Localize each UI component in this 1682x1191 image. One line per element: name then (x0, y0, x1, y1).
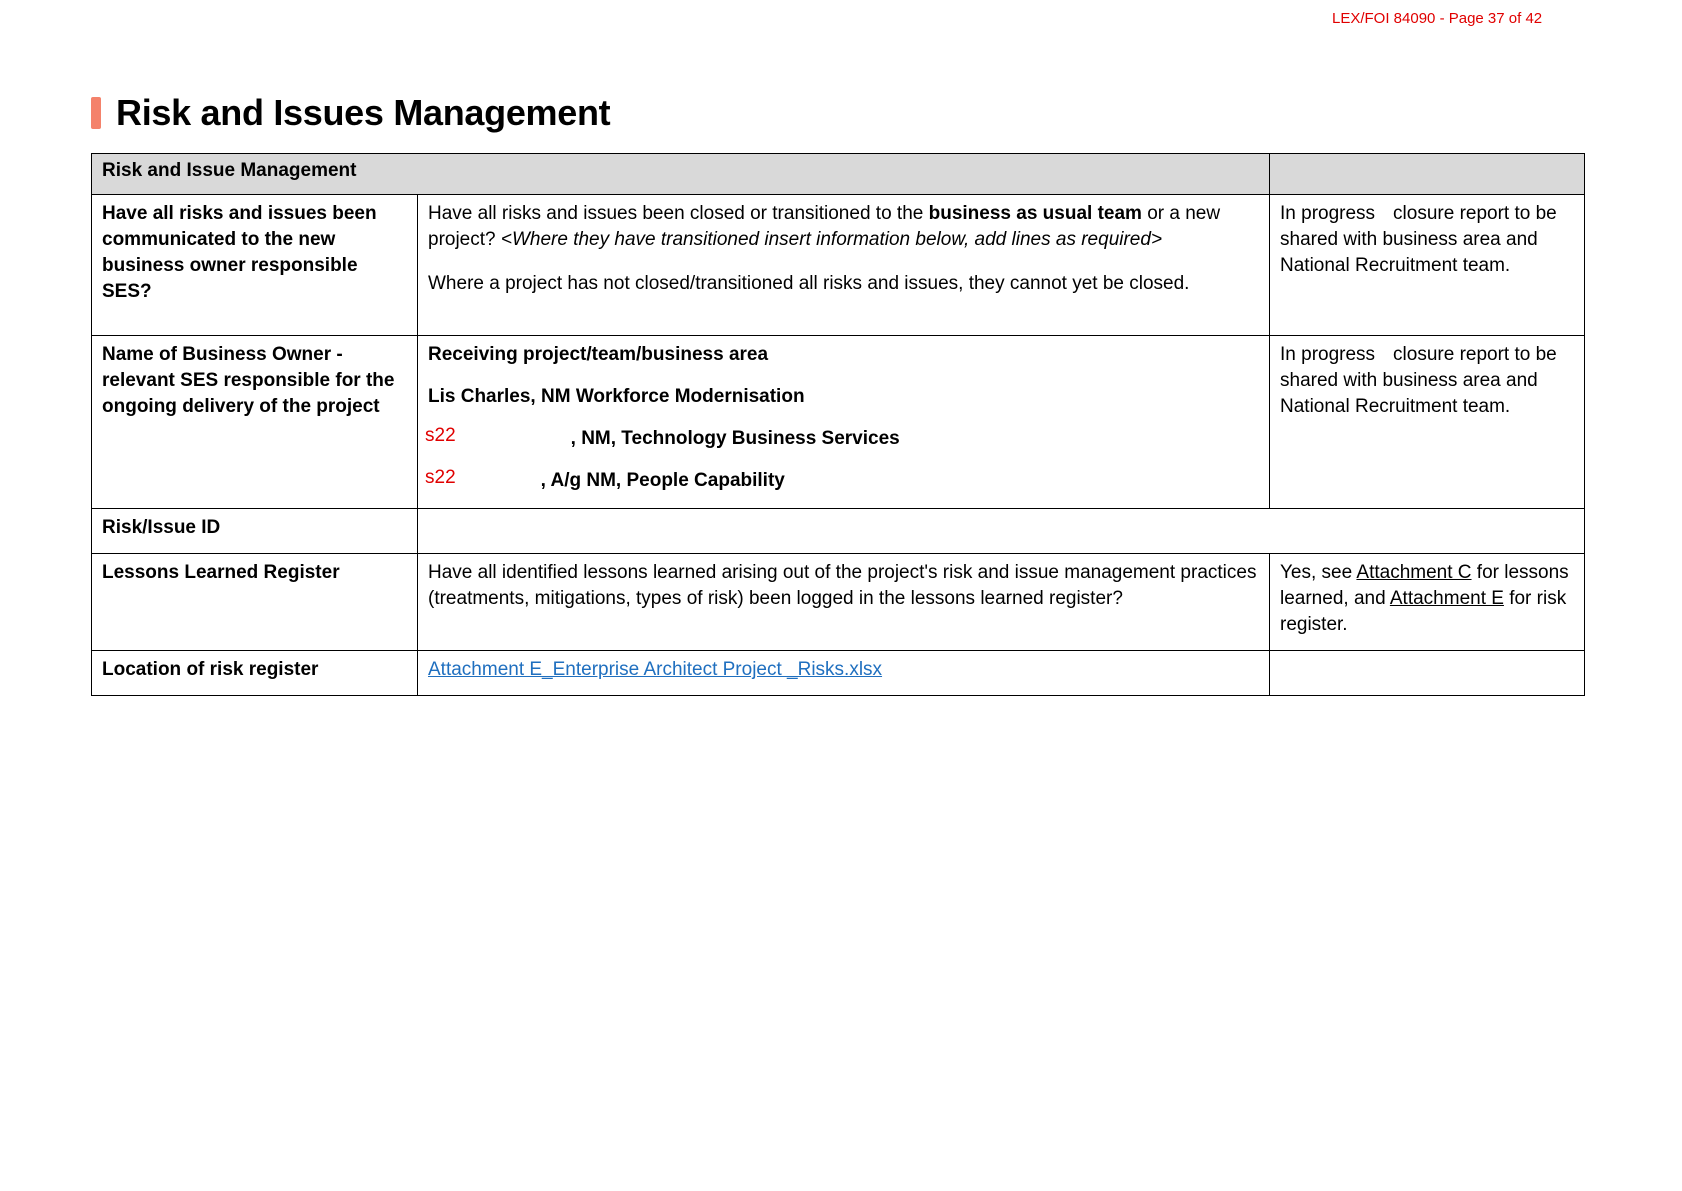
page-reference: LEX/FOI 84090 - Page 37 of 42 (1332, 10, 1543, 27)
status-text: closure report to be shared with business area and National Recruitment team. (1280, 203, 1557, 276)
detail-paragraph: Where a project has not closed/transitioned all risks and issues, they cannot yet be closed. (428, 273, 1190, 294)
row-detail: Have all identified lessons learned arising out of the project's risk and issue management practices (treatments, mitigations, types of risk) been logged in the lessons learned register? (418, 554, 1270, 651)
row-label: Lessons Learned Register (92, 554, 418, 651)
row-label: Name of Business Owner - relevant SES responsible for the ongoing delivery of the project (92, 336, 418, 509)
detail-text: or a new project? (428, 203, 1221, 250)
table-row (92, 554, 1585, 651)
attachment-c-reference: Attachment C (1356, 562, 1472, 583)
table-header-right (1270, 154, 1585, 195)
row-label: Have all risks and issues been communicated to the new business owner responsible SES? (92, 195, 418, 336)
risk-register-link[interactable]: Attachment E_Enterprise Architect Project _Risks.xlsx (428, 659, 883, 680)
row-detail (418, 195, 1270, 336)
status-text: for lessons learned, and (1280, 562, 1569, 609)
detail-text: Have all risks and issues been closed or transitioned to the (428, 203, 929, 224)
table-row (92, 336, 1585, 509)
table-row (92, 195, 1585, 336)
redaction-marker: s22 (425, 467, 456, 488)
status-text: In progress (1280, 203, 1376, 224)
status-text: In progress (1280, 344, 1376, 365)
table-row (92, 651, 1585, 696)
row-detail (418, 509, 1585, 554)
redaction-marker: s22 (425, 425, 456, 446)
status-text: for risk register. (1280, 588, 1567, 635)
row-detail (418, 651, 1270, 696)
table-header-row (92, 154, 1585, 195)
business-owner-role: , A/g NM, People Capability (540, 470, 785, 491)
row-status (1270, 554, 1585, 651)
status-text: closure report to be shared with business area and National Recruitment team. (1280, 344, 1557, 417)
risk-issues-table (91, 153, 1585, 696)
business-owner-role: , NM, Technology Business Services (570, 428, 900, 449)
row-label: Location of risk register (92, 651, 418, 696)
page-title: Risk and Issues Management (116, 92, 611, 133)
row-detail (418, 336, 1270, 509)
receiving-area-heading: Receiving project/team/business area (428, 344, 769, 365)
business-owner-line: Lis Charles, NM Workforce Modernisation (428, 386, 805, 407)
detail-paragraph (428, 201, 1259, 253)
heading-accent-bar (91, 97, 101, 129)
table-header-label: Risk and Issue Management (92, 154, 1270, 195)
row-status (1270, 195, 1585, 336)
row-label: Risk/Issue ID (92, 509, 418, 554)
table-row (92, 509, 1585, 554)
business-owner-line (425, 467, 1259, 494)
row-status (1270, 336, 1585, 509)
row-status (1270, 651, 1585, 696)
section-heading (91, 92, 610, 134)
business-owner-line (425, 425, 1259, 452)
detail-italic-instruction: <Where they have transitioned insert information below, add lines as required> (500, 229, 1163, 250)
attachment-e-reference: Attachment E (1389, 588, 1504, 609)
status-text: Yes, see (1280, 562, 1357, 583)
detail-bold-text: business as usual team (928, 203, 1142, 224)
